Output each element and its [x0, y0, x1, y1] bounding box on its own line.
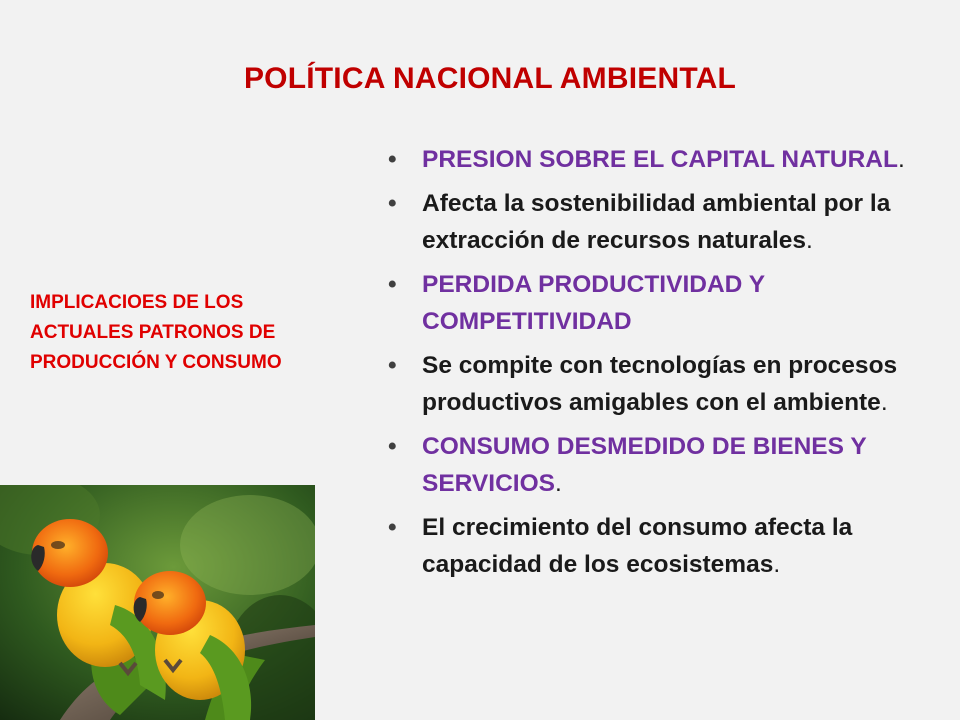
bullet-text: Afecta la sostenibilidad ambiental por la extracción de recursos naturales	[422, 190, 891, 254]
bullet-text: Se compite con tecnologías en procesos productivos amigables con el ambiente	[422, 352, 898, 416]
bullet-dot-icon: •	[388, 271, 397, 298]
bullet-dot-icon: •	[388, 190, 397, 217]
bullet-end: .	[773, 551, 781, 578]
bullet-dot-icon: •	[388, 433, 397, 460]
parrots-illustration	[0, 485, 315, 720]
bullet-list	[388, 141, 928, 590]
bullet-end: .	[880, 389, 888, 416]
bullet-end: .	[897, 146, 905, 173]
bullet-item	[388, 509, 928, 583]
bullet-end: .	[554, 470, 562, 497]
slide-title: POLÍTICA NACIONAL AMBIENTAL	[243, 62, 737, 95]
bullet-item	[388, 185, 928, 259]
bullet-item	[388, 347, 928, 421]
bullet-item	[388, 428, 928, 502]
bullet-text: El crecimiento del consumo afecta la capacidad de los ecosistemas	[422, 514, 853, 578]
bullet-item	[388, 141, 928, 178]
bullet-text: CONSUMO DESMEDIDO DE BIENES Y SERVICIOS	[422, 433, 867, 497]
bullet-dot-icon: •	[388, 352, 397, 379]
bullet-text: PRESION SOBRE EL CAPITAL NATURAL	[422, 146, 898, 173]
bullet-dot-icon: •	[388, 514, 397, 541]
bullet-end: .	[806, 227, 813, 254]
bullet-item	[388, 266, 928, 340]
bullet-text: PERDIDA PRODUCTIVIDAD Y COMPETITIVIDAD	[422, 271, 765, 335]
parrots-photo	[0, 485, 315, 720]
bullet-dot-icon: •	[388, 146, 397, 173]
side-label: IMPLICACIOES DE LOS ACTUALES PATRONOS DE PRODUCCIÓN Y CONSUMO	[30, 292, 282, 373]
